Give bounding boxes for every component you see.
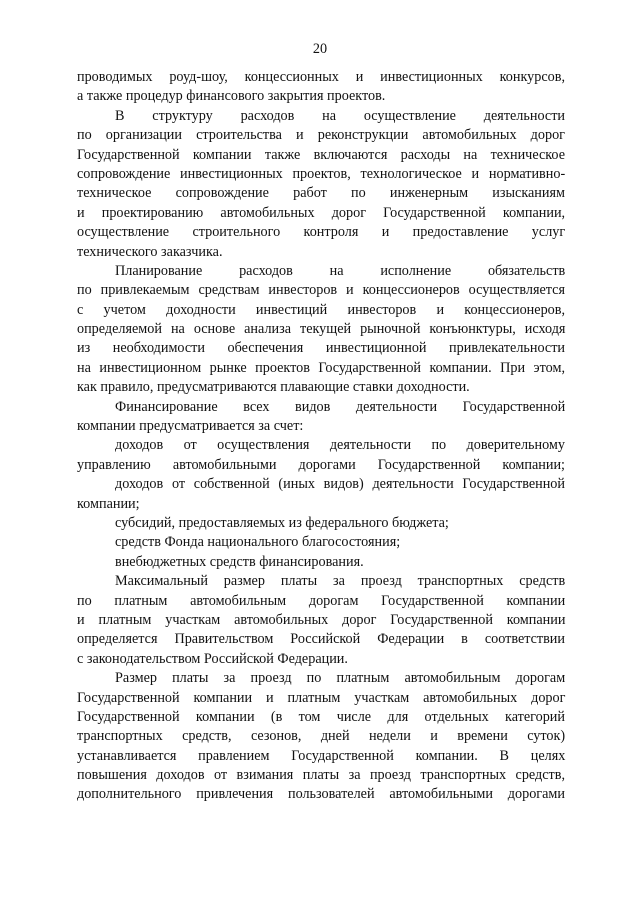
- text-line: а также процедур финансового закрытия проектов.: [77, 88, 386, 105]
- text-line: Финансирование всех видов деятельности Государственной: [115, 398, 566, 415]
- text-line: повышения доходов от взимания платы за проезд транспортных средств,: [77, 767, 565, 784]
- text-line: и проектированию автомобильных дорог Государственной компании,: [77, 204, 566, 221]
- text-line: Государственной компании (в том числе для отдельных категорий: [77, 708, 565, 725]
- text-line: Государственной компании и платным участкам автомобильных дорог: [77, 689, 566, 706]
- text-line: субсидий, предоставляемых из федерального бюджета;: [115, 514, 449, 531]
- page-number: 20: [312, 41, 328, 57]
- text-line: технического заказчика.: [77, 243, 223, 260]
- text-line: внебюджетных средств финансирования.: [115, 553, 364, 570]
- text-line: на инвестиционном рынке проектов Государственной компании. При этом,: [77, 359, 565, 376]
- text-line: и платным участкам автомобильных дорог Государственной компании: [77, 611, 566, 628]
- text-line: доходов от собственной (иных видов) деятельности Государственной: [115, 476, 565, 493]
- text-line: из необходимости обеспечения инвестиционной привлекательности: [77, 340, 566, 357]
- text-line: дополнительного привлечения пользователей автомобильными дорогами: [77, 786, 565, 803]
- text-line: средств Фонда национального благосостояния;: [115, 534, 401, 551]
- text-line: с законодательством Российской Федерации.: [77, 650, 348, 667]
- text-line: доходов от осуществления деятельности по доверительному: [115, 437, 565, 454]
- text-line: осуществление строительного контроля и предоставление услуг: [77, 224, 566, 241]
- text-line: компании предусматривается за счет:: [77, 418, 304, 435]
- text-line: Размер платы за проезд по платным автомобильным дорогам: [115, 670, 566, 687]
- text-line: управлению автомобильными дорогами Государственной компании;: [77, 456, 565, 473]
- text-line: устанавливается правлением Государственной компании. В целях: [77, 747, 566, 764]
- text-line: сопровождение инвестиционных проектов, технологическое и нормативно-: [77, 165, 566, 182]
- text-line: определяемой на основе анализа текущей рыночной конъюнктуры, исходя: [77, 321, 566, 338]
- text-line: определяется Правительством Российской Федерации в соответствии: [77, 631, 565, 648]
- text-line: как правило, предусматриваются плавающие ставки доходности.: [77, 379, 470, 396]
- text-line: техническое сопровождение работ по инженерным изысканиям: [77, 185, 565, 202]
- body-text: [77, 68, 565, 805]
- text-line: В структуру расходов на осуществление деятельности: [115, 107, 565, 124]
- text-line: по привлекаемым средствам инвесторов и концессионеров осуществляется: [77, 282, 565, 299]
- text-line: компании;: [77, 495, 140, 512]
- text-line: транспортных средств, сезонов, дней недели и времени суток): [77, 728, 566, 745]
- text-line: по организации строительства и реконструкции автомобильных дорог: [77, 127, 565, 144]
- text-line: по платным автомобильным дорогам Государственной компании: [77, 592, 566, 609]
- text-line: проводимых роуд-шоу, концессионных и инвестиционных конкурсов,: [77, 69, 565, 85]
- text-line: Планирование расходов на исполнение обязательств: [115, 262, 566, 279]
- text-line: Государственной компании также включаются расходы на техническое: [77, 146, 565, 163]
- text-line: Максимальный размер платы за проезд транспортных средств: [115, 573, 566, 590]
- text-line: с учетом доходности инвестиций инвесторов и концессионеров,: [77, 301, 565, 318]
